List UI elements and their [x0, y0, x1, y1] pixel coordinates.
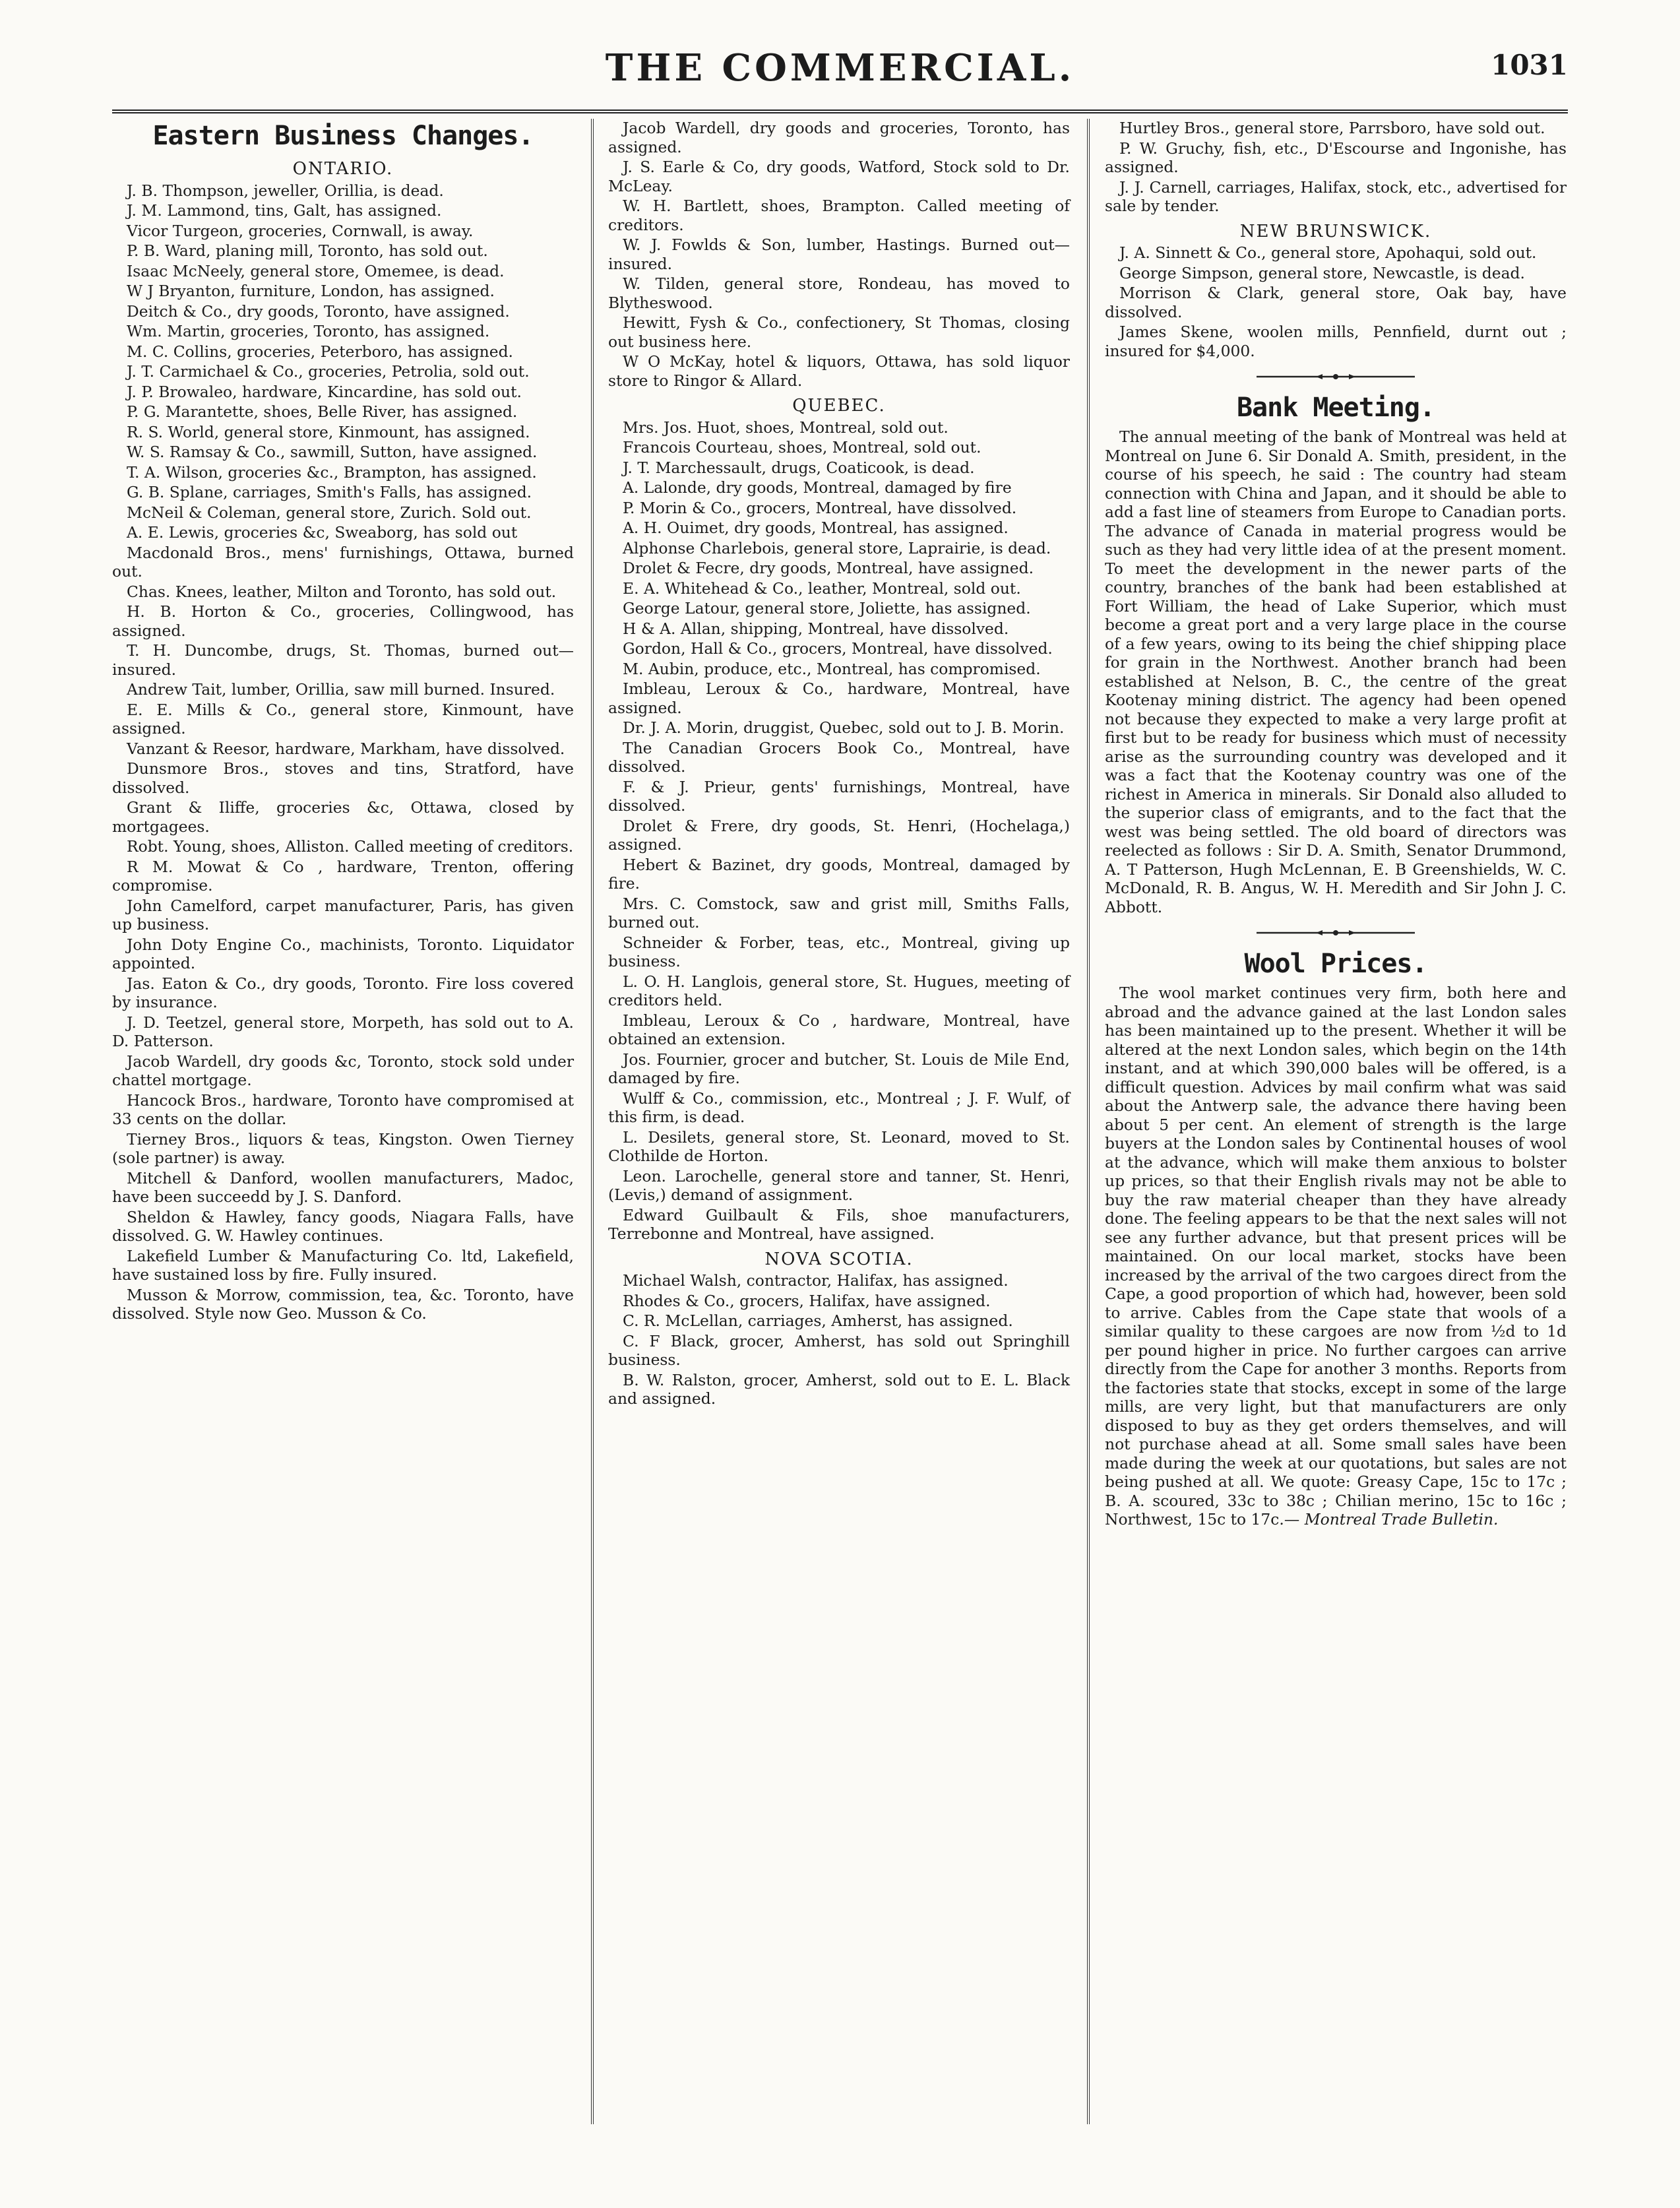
- business-change-item: M. Aubin, produce, etc., Montreal, has compromised.: [623, 659, 1041, 678]
- business-change-item: R M. Mowat & Co , hardware, Trenton, offering compromise.: [112, 857, 574, 895]
- business-change-item: Morrison & Clark, general store, Oak bay, have dissolved.: [1105, 284, 1567, 321]
- business-change-item: C. F Black, grocer, Amherst, has sold out Springhill business.: [608, 1331, 1070, 1369]
- business-change-item: L. Desilets, general store, St. Leonard, moved to St. Clothilde de Horton.: [608, 1127, 1070, 1165]
- business-change-item: The Canadian Grocers Book Co., Montreal, have dissolved.: [608, 738, 1070, 776]
- business-change-item: Dr. J. A. Morin, druggist, Quebec, sold out to J. B. Morin.: [623, 718, 1065, 737]
- business-change-item: L. O. H. Langlois, general store, St. Hugues, meeting of creditors held.: [608, 972, 1070, 1009]
- wool-prices-body: The wool market continues very firm, both here and abroad and the advance gained at the last London sales has been maintained up to the present. Whether it will be altered at the next London sales, which begin on the 14th instant, and at which 390,000 bales will be offered, is a difficult question. Advices by mail confirm what was said about the Antwerp sale, the advance there having been about 5 per cent. An element of strength is the large buyers at the London sales by Continental houses of wool at the advance, which will make them anxious to bolster up prices, so that their English rivals may not be able to buy the raw material cheaper than they have already done. The feeling appears to be that the next sales will not see any further advance, but that present prices will be maintained. On our local market, stocks have been increased by the arrival of the two cargoes direct from the Cape, a good proportion of which had, however, been sold to arrive. Cables from the Cape state that wools of a similar quality to these cargoes are now from ½d to 1d per pound higher in price. No further cargoes can arrive directly from the Cape for another 3 months. Reports from the factories state that stocks, except in some of the large mills, are very light, but that manufacturers are only disposed to buy as they get orders themselves, and will not purchase ahead at all. Some small sales have been made during the week at our quotations, but sales are not being pushed at all. We quote: Greasy Cape, 15c to 17c ; B. A. scoured, 33c to 38c ; Chilian merino, 15c to 16c ; Northwest, 15c to 17c.—: [1105, 984, 1567, 1529]
- business-change-item: Jacob Wardell, dry goods &c, Toronto, stock sold under chattel mortgage.: [112, 1052, 574, 1089]
- business-change-item: W. H. Bartlett, shoes, Brampton. Called meeting of creditors.: [608, 197, 1070, 234]
- business-change-item: R. S. World, general store, Kinmount, has assigned.: [127, 422, 530, 441]
- business-change-item: George Latour, general store, Joliette, has assigned.: [623, 599, 1031, 617]
- business-change-item: Edward Guilbault & Fils, shoe manufacturers, Terrebonne and Montreal, have assigned.: [608, 1205, 1070, 1243]
- business-change-item: Musson & Morrow, commission, tea, &c. Toronto, have dissolved. Style now Geo. Musson & Co.: [112, 1285, 574, 1323]
- business-change-item: W. S. Ramsay & Co., sawmill, Sutton, have assigned.: [127, 443, 538, 461]
- business-change-item: E. A. Whitehead & Co., leather, Montreal, sold out.: [623, 579, 1021, 598]
- business-change-item: George Simpson, general store, Newcastle, is dead.: [1119, 263, 1525, 282]
- nova-scotia-list: [608, 1271, 1070, 1408]
- column-divider: [1087, 119, 1090, 2124]
- wool-prices-text: [1105, 984, 1567, 1529]
- business-change-item: Grant & Iliffe, groceries &c, Ottawa, closed by mortgagees.: [112, 798, 574, 836]
- business-change-item: Gordon, Hall & Co., grocers, Montreal, have dissolved.: [623, 639, 1053, 658]
- business-change-item: F. & J. Prieur, gents' furnishings, Montreal, have dissolved.: [608, 777, 1070, 815]
- business-change-item: Imbleau, Leroux & Co., hardware, Montreal, have assigned.: [608, 679, 1070, 717]
- business-change-item: W. Tilden, general store, Rondeau, has moved to Blytheswood.: [608, 274, 1070, 312]
- business-change-item: Deitch & Co., dry goods, Toronto, have assigned.: [127, 301, 510, 321]
- business-change-item: H & A. Allan, shipping, Montreal, have dissolved.: [623, 619, 1009, 638]
- business-change-item: H. B. Horton & Co., groceries, Collingwood, has assigned.: [112, 602, 574, 640]
- business-change-item: J. P. Browaleo, hardware, Kincardine, has sold out.: [127, 382, 522, 401]
- eastern-business-heading: Eastern Business Changes.: [152, 121, 534, 151]
- business-change-item: Sheldon & Hawley, fancy goods, Niagara Falls, have dissolved. G. W. Hawley continues.: [112, 1207, 574, 1245]
- business-change-item: Macdonald Bros., mens' furnishings, Ottawa, burned out.: [112, 543, 574, 581]
- column-3: [1105, 119, 1567, 2124]
- business-change-item: Hancock Bros., hardware, Toronto have compromised at 33 cents on the dollar.: [112, 1090, 574, 1128]
- business-change-item: W. J. Fowlds & Son, lumber, Hastings. Burned out—insured.: [608, 236, 1070, 273]
- business-change-item: Vanzant & Reesor, hardware, Markham, have dissolved.: [127, 739, 565, 758]
- quebec-list: [608, 418, 1070, 1244]
- business-change-item: T. H. Duncombe, drugs, St. Thomas, burned out—insured.: [112, 641, 574, 679]
- business-change-item: C. R. McLellan, carriages, Amherst, has assigned.: [623, 1311, 1013, 1330]
- business-change-item: B. W. Ralston, grocer, Amherst, sold out to E. L. Black and assigned.: [608, 1370, 1070, 1408]
- business-change-item: G. B. Splane, carriages, Smith's Falls, has assigned.: [127, 483, 532, 501]
- column-1: [112, 119, 574, 2124]
- business-change-item: Tierney Bros., liquors & teas, Kingston. Owen Tierney (sole partner) is away.: [112, 1129, 574, 1167]
- business-change-item: Chas. Knees, leather, Milton and Toronto, has sold out.: [127, 582, 557, 601]
- ontario-list: [112, 181, 574, 1323]
- business-change-item: Hurtley Bros., general store, Parrsboro, have sold out.: [1119, 119, 1545, 137]
- business-change-item: Mitchell & Danford, woollen manufacturers, Madoc, have been succeedd by J. S. Danford.: [112, 1168, 574, 1206]
- business-change-item: Wulff & Co., commission, etc., Montreal ; J. F. Wulf, of this firm, is dead.: [608, 1088, 1070, 1126]
- business-change-item: Hebert & Bazinet, dry goods, Montreal, damaged by fire.: [608, 855, 1070, 893]
- column-divider: [591, 119, 594, 2124]
- business-change-item: Lakefield Lumber & Manufacturing Co. ltd, Lakefield, have sustained loss by fire. Fully insured.: [112, 1246, 574, 1284]
- masthead-title: THE COMMERCIAL.: [605, 46, 1075, 90]
- business-change-item: Rhodes & Co., grocers, Halifax, have assigned.: [623, 1291, 991, 1310]
- business-change-item: M. C. Collins, groceries, Peterboro, has assigned.: [127, 342, 513, 361]
- business-change-item: Jas. Eaton & Co., dry goods, Toronto. Fire loss covered by insurance.: [112, 974, 574, 1011]
- business-change-item: P. W. Gruchy, fish, etc., D'Escourse and Ingonishe, has assigned.: [1105, 139, 1567, 176]
- business-change-item: A. E. Lewis, groceries &c, Sweaborg, has sold out: [127, 523, 518, 542]
- business-change-item: Francois Courteau, shoes, Montreal, sold out.: [623, 438, 981, 457]
- business-change-item: Imbleau, Leroux & Co , hardware, Montreal, have obtained an extension.: [608, 1011, 1070, 1048]
- business-change-item: James Skene, woolen mills, Pennfield, durnt out ; insured for $4,000.: [1105, 323, 1567, 360]
- business-change-item: Leon. Larochelle, general store and tanner, St. Henri, (Levis,) demand of assignment.: [608, 1166, 1070, 1204]
- business-change-item: J. S. Earle & Co, dry goods, Watford, Stock sold to Dr. McLeay.: [608, 158, 1070, 195]
- nova-scotia-list-continued: [1105, 119, 1567, 216]
- wool-prices-credit: Montreal Trade Bulletin.: [1304, 1510, 1499, 1529]
- business-change-item: A. Lalonde, dry goods, Montreal, damaged by fire: [623, 478, 1012, 497]
- wool-prices-heading: Wool Prices.: [1244, 949, 1427, 979]
- region-quebec: QUEBEC.: [792, 396, 886, 416]
- business-change-item: J. D. Teetzel, general store, Morpeth, has sold out to A. D. Patterson.: [112, 1013, 574, 1050]
- business-change-item: A. H. Ouimet, dry goods, Montreal, has assigned.: [623, 519, 1009, 537]
- business-change-item: Alphonse Charlebois, general store, Laprairie, is dead.: [623, 538, 1051, 557]
- business-change-item: Drolet & Fecre, dry goods, Montreal, have assigned.: [623, 559, 1034, 577]
- page-number: 1031: [1491, 49, 1568, 81]
- business-change-item: W O McKay, hotel & liquors, Ottawa, has sold liquor store to Ringor & Allard.: [608, 352, 1070, 390]
- region-nova-scotia: NOVA SCOTIA.: [764, 1249, 914, 1269]
- business-change-item: Vicor Turgeon, groceries, Cornwall, is away.: [127, 221, 474, 240]
- business-change-item: John Doty Engine Co., machinists, Toronto. Liquidator appointed.: [112, 935, 574, 972]
- business-change-item: Wm. Martin, groceries, Toronto, has assigned.: [127, 322, 490, 340]
- columns: [112, 119, 1568, 2124]
- business-change-item: Andrew Tait, lumber, Orillia, saw mill burned. Insured.: [127, 680, 555, 699]
- business-change-item: Jos. Fournier, grocer and butcher, St. Louis de Mile End, damaged by fire.: [608, 1050, 1070, 1087]
- business-change-item: Jacob Wardell, dry goods and groceries, Toronto, has assigned.: [608, 119, 1070, 156]
- business-change-item: Mrs. Jos. Huot, shoes, Montreal, sold out.: [623, 418, 949, 437]
- new-brunswick-list: [1105, 243, 1567, 360]
- business-change-item: McNeil & Coleman, general store, Zurich. Sold out.: [127, 503, 532, 522]
- bank-meeting-text: The annual meeting of the bank of Montreal was held at Montreal on June 6. Sir Donald A. Smith, president, in the course of his speech, he said : The country had steam connection with China and Japan, and it should be able to add a fast line of steamers from Europe to Canadian ports. The advance of Canada in material progress would be such as they had very little idea of at the present moment. To meet the development in the newer parts of the country, branches of the bank had been established at Fort William, the head of Lake Superior, which must become a great port and a very large place in the course of a few years, owing to its being the chief shipping place for grain in the Northwest. Another branch had been established at Nelson, B. C., the centre of the great Kootenay mining district. The agency had been opened not because they expected to make a very large profit at first but to be ready for business which must of necessity arise as the surrounding country was developed and it was a fact that the Kootenay country was one of the richest in America in minerals. Sir Donald also alluded to the superior class of emigrants, and to the fact that the west was being settled. The old board of directors was reelected as follows : Sir D. A. Smith, Senator Drummond, A. T Patterson, Hugh McLennan, E. B Greenshields, W. C. McDonald, R. B. Angus, W. H. Meredith and Sir John J. C. Abbott.: [1105, 427, 1567, 916]
- ornament-divider-icon: [1253, 372, 1418, 381]
- business-change-item: Mrs. C. Comstock, saw and grist mill, Smiths Falls, burned out.: [608, 894, 1070, 931]
- business-change-item: Schneider & Forber, teas, etc., Montreal, giving up business.: [608, 933, 1070, 970]
- ontario-list-continued: [608, 119, 1070, 390]
- bank-meeting-heading: Bank Meeting.: [1236, 393, 1435, 423]
- business-change-item: Isaac McNeely, general store, Omemee, is dead.: [127, 261, 505, 280]
- ornament-divider-icon: [1253, 928, 1418, 937]
- business-change-item: P. Morin & Co., grocers, Montreal, have dissolved.: [623, 498, 1017, 517]
- region-ontario: ONTARIO.: [292, 159, 394, 179]
- masthead-rule: [112, 110, 1568, 113]
- business-change-item: Hewitt, Fysh & Co., confectionery, St Thomas, closing out business here.: [608, 313, 1070, 351]
- business-change-item: J. A. Sinnett & Co., general store, Apohaqui, sold out.: [1119, 243, 1537, 262]
- masthead: [0, 46, 1680, 106]
- column-2: [608, 119, 1070, 2124]
- business-change-item: W J Bryanton, furniture, London, has assigned.: [127, 282, 495, 300]
- business-change-item: E. E. Mills & Co., general store, Kinmount, have assigned.: [112, 700, 574, 738]
- business-change-item: John Camelford, carpet manufacturer, Paris, has given up business.: [112, 896, 574, 933]
- business-change-item: J. T. Carmichael & Co., groceries, Petrolia, sold out.: [127, 362, 530, 381]
- business-change-item: Michael Walsh, contractor, Halifax, has assigned.: [623, 1271, 1009, 1290]
- business-change-item: J. M. Lammond, tins, Galt, has assigned.: [127, 201, 442, 220]
- region-new-brunswick: NEW BRUNSWICK.: [1239, 221, 1432, 241]
- business-change-item: J. J. Carnell, carriages, Halifax, stock, etc., advertised for sale by tender.: [1105, 177, 1567, 215]
- business-change-item: Robt. Young, shoes, Alliston. Called meeting of creditors.: [127, 837, 574, 856]
- business-change-item: P. B. Ward, planing mill, Toronto, has sold out.: [127, 241, 488, 260]
- business-change-item: J. T. Marchessault, drugs, Coaticook, is dead.: [623, 458, 975, 477]
- business-change-item: J. B. Thompson, jeweller, Orillia, is dead.: [127, 181, 444, 200]
- business-change-item: Dunsmore Bros., stoves and tins, Stratford, have dissolved.: [112, 759, 574, 797]
- business-change-item: Drolet & Frere, dry goods, St. Henri, (Hochelaga,) assigned.: [608, 816, 1070, 854]
- business-change-item: T. A. Wilson, groceries &c., Brampton, has assigned.: [127, 462, 537, 482]
- business-change-item: P. G. Marantette, shoes, Belle River, has assigned.: [127, 402, 518, 421]
